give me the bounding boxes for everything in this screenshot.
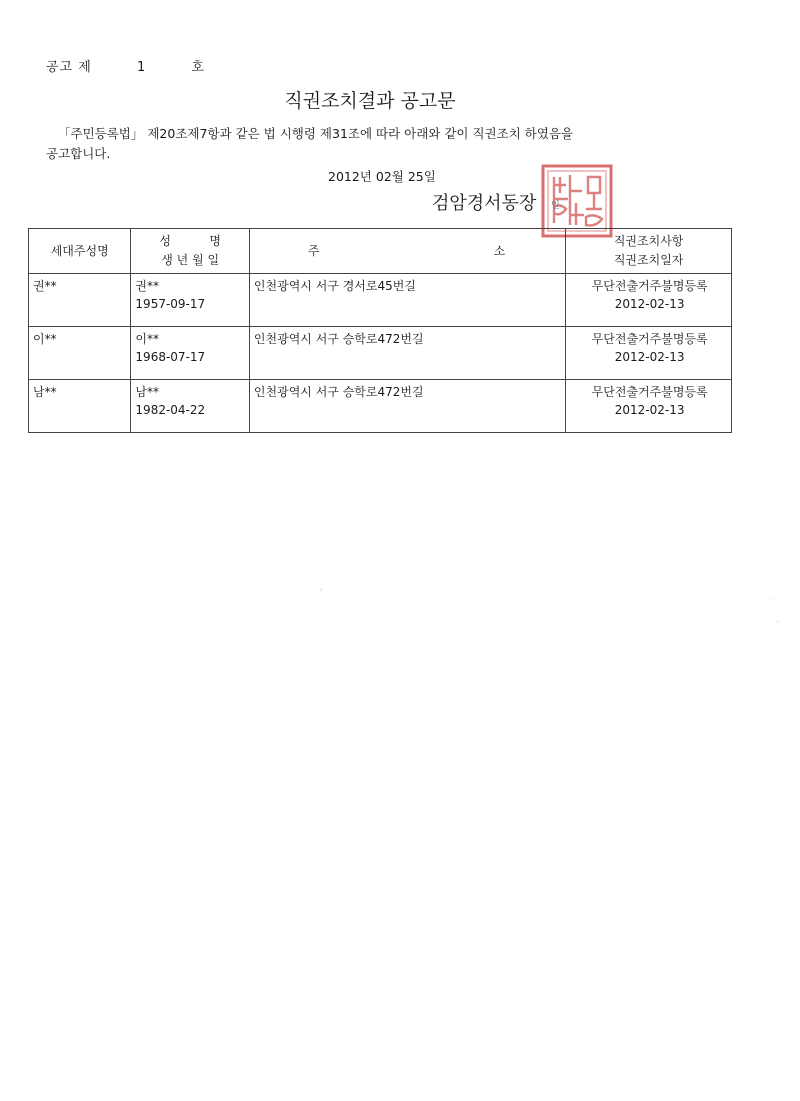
notice-number-value: 1 <box>136 60 147 75</box>
row-action-date: 2012-02-13 <box>614 350 685 364</box>
row-household-head: 이** <box>33 332 57 346</box>
row-birth: 1957-09-17 <box>135 297 206 311</box>
row-name: 권** <box>135 279 160 293</box>
scan-speck: · <box>772 596 775 606</box>
header-name-2: 명 <box>209 234 221 248</box>
document-title: 직권조치결과 공고문 <box>284 90 456 112</box>
row-action: 무단전출거주불명등록 <box>591 385 708 399</box>
notice-label: 공고 제 <box>46 60 92 75</box>
scan-speck: · <box>776 618 779 628</box>
table-row <box>29 274 732 327</box>
row-address: 인천광역시 서구 승학로472번길 <box>253 385 424 399</box>
header-household-head: 세대주성명 <box>29 229 131 274</box>
row-action: 무단전출거주불명등록 <box>591 332 708 346</box>
header-action <box>566 229 732 274</box>
results-table <box>28 228 732 433</box>
row-birth: 1982-04-22 <box>135 403 206 417</box>
notice-number <box>46 56 205 75</box>
header-action-date: 직권조치일자 <box>613 253 684 267</box>
issue-date: 2012년 02월 25일 <box>328 169 436 184</box>
row-birth: 1968-07-17 <box>135 350 206 364</box>
header-birth: 생 년 월 일 <box>161 253 220 267</box>
body-line-1: 「주민등록법」 제20조제7항과 같은 법 시행령 제31조에 따라 아래와 같이 직권조치 하였음을 <box>58 126 574 141</box>
header-address-2: 소 <box>493 243 506 258</box>
row-name: 이** <box>135 332 160 346</box>
body-paragraph <box>46 124 686 164</box>
header-action-type: 직권조치사항 <box>613 234 684 248</box>
row-address: 인천광역시 서구 승학로472번길 <box>253 332 424 346</box>
header-address-1: 주 <box>307 243 320 258</box>
scan-speck: ' <box>320 588 323 598</box>
row-household-head: 남** <box>33 385 57 399</box>
header-address <box>249 229 565 274</box>
table-row <box>29 380 732 433</box>
table-row <box>29 327 732 380</box>
row-name: 남** <box>135 385 160 399</box>
seal-mark: 인 <box>551 201 560 211</box>
row-address: 인천광역시 서구 경서로45번길 <box>253 279 416 293</box>
issuer-name: 검암경서동장 <box>432 193 537 214</box>
row-action: 무단전출거주불명등록 <box>591 279 708 293</box>
header-name-1: 성 <box>159 234 172 248</box>
notice-suffix: 호 <box>191 60 205 75</box>
row-household-head: 권** <box>33 279 57 293</box>
row-action-date: 2012-02-13 <box>614 403 685 417</box>
row-action-date: 2012-02-13 <box>614 297 685 311</box>
body-line-2: 공고합니다. <box>46 146 111 161</box>
header-name-birth <box>131 229 250 274</box>
table-header-row <box>29 229 732 274</box>
